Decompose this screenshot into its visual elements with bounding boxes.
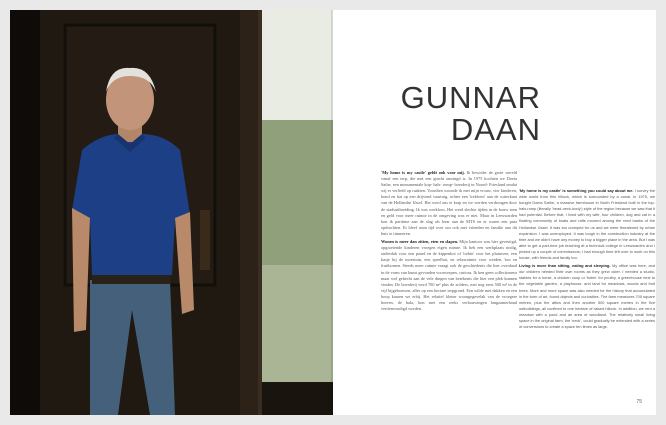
left-page-photo: [10, 10, 333, 415]
title-line-1: GUNNAR: [400, 80, 541, 115]
dutch-paragraph-1: [381, 170, 517, 237]
english-text-column: [519, 188, 655, 332]
english-paragraph-1: [519, 188, 655, 261]
dutch-text-column: [381, 170, 517, 314]
english-p1-lead: 'My home is my castle' is something you could say about me.: [519, 188, 634, 193]
page-title: [381, 82, 541, 146]
dutch-p1-lead: 'My home is my castle' geldt ook voor mij.: [381, 170, 465, 175]
dutch-p2-lead: Wonen is meer dan zitten, eten en slapen.: [381, 239, 459, 245]
dutch-p1-body: Ik bewoder de grote wereld vanaf een terp, die met een gracht omringd is. In 1975 kochten we Doeia Sathe, een monumentale kop- hals- romp- boerderij in Noord- Friesland omdat wij er verliefd op raakten. Voordien woonde ik met mijn vrouw, vier kinderen, hond en kat op een drijvend vaartuig, achter een 'trekfoen' aan de waterkant van de Hollandse IJssel. Het werd ons te krap en we werden verdrongen door de stadsuitbreiding. Ik was werkloos. Het werd slechte tijden in de bouw toen en geld voor meer ruimte in de omgeving was er niet. Maar in Leeuwarden kon ik parttime aan de slag als lerar aan de MTS en er waren een paar opdrachten. Er bleef ruim tijd over om ook met vrienden en familie aan dit huis te timmeren.: [381, 170, 518, 236]
english-paragraph-2: [519, 263, 655, 330]
right-page: [333, 10, 656, 415]
english-p1-body: I survey the wide world from this hillock, which is surrounded by a canal. In 1975, we bought Doeia Sathe, a massive farmhouse in North Friesland built in the top-hals-romp (literally 'head-neck-body') style of the region because we saw that it had potential. Before that, I lived with my wife, four children, dog and cat in a floating community of boats and rafts moored among the reed banks of the Hollandse IJssel. It was too cramped for us and we were threatened by urban expansion. I was unemployed. It was tough in the construction industry at the time and we didn't have any money to buy a bigger place in the area. But I was able to get a part-time job teaching at a technical college in Leeuwarden and I picked up a couple of commissions; I had enough time left over to work on this house, with friends and family too.: [519, 188, 655, 261]
english-p2-body: My office was here, and our children needed their own rooms as they grew older. I needed a studio, stables for a horse, a chicken coop or 'tiobin' for poultry, a greenhouse next to the vegetable garden, a playhouse, and land for meadows, woods and fruit trees. More and more space was also needed for the history that accumulated in the form of art, found objects and curiosities. The farm measures 700 square metres, plus the attics and then another 500 square metres in the five outbuildings, all confined to one hectare of raised hillock. In addition, we rent a meadow with a pond and an area of woodland. The relatively small living space in the original farm, the 'neck', could gradually be extended with a series of conversions to create a space ten times as large.: [519, 263, 655, 330]
page-number: 75: [636, 399, 642, 405]
english-p2-lead: Living is more than sitting, eating and sleeping.: [519, 263, 611, 269]
dutch-paragraph-2: [381, 239, 517, 312]
dutch-p2-body: Mijn kantoor was hier gevestigd, opgroeiende kinderen vroegen eigen ruimte. Ik heb een werkplaats nodig, onderdak voor een paard en de kippenkot of 'tiobin' voor het pluimvee, een kasje bij de moestuin, een speelhut, en relaxruimte voor weiden, bos en fruitbomen. Steeds meer ruimte vraagt ook de geschiedenis die hier overdaad in de vorm van kunst gevonden voorwerpen, curiosa. Ik ben geen collectioneur maar wel gehecht aan de vele dingen van betekenis die hier een plek kunnen vinden. De boerderij werd 700 m² plus de zolders, met nog eens 500 m² in de vijf bijgebouwen, alles op een hectare terpgrond. Een wilde met dakken en een boop kaaren we erbij. Het relatief kleine woongegevelak van de vroegere boeren, de hala, kon met een reeks verbouwingen langzamerhand vertienvoudigd worden.: [381, 239, 517, 312]
portrait-photo: [10, 10, 333, 415]
title-line-2: DAAN: [450, 112, 541, 147]
